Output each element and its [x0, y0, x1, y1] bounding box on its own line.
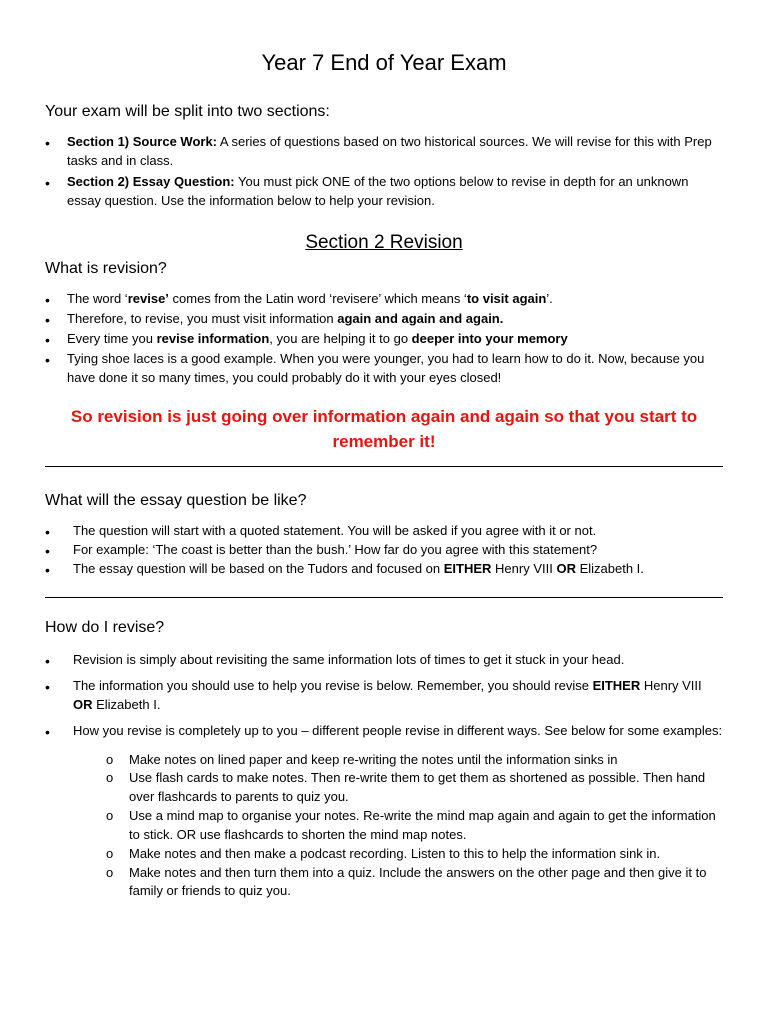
what-is-revision-heading: What is revision? [45, 260, 167, 277]
section-2-text: You must pick ONE of the two options below to revise in depth for an unknown essay question. Use the information below to help your revision. [67, 173, 689, 208]
list-item [45, 133, 723, 171]
text-run: ’. [546, 291, 553, 307]
text-run: The question will start with a quoted statement. You will be asked if you agree with it or not. [73, 523, 597, 539]
text-run: The information you should use to help you revise is below. Remember, you should revise [73, 678, 593, 694]
text-run: For example: ‘The coast is better than the bush.’ How far do you agree with this statement? [73, 542, 598, 558]
list-item: o Make notes on lined paper and keep re-writing the notes until the information sinks in [73, 751, 723, 770]
revision-examples-list [73, 751, 723, 902]
text-run: comes from the Latin word ‘revisere’ which means ‘ [168, 291, 467, 307]
list-item: o Make notes and then make a podcast recording. Listen to this to help the information sink in. [73, 845, 723, 864]
text-run: deeper into your memory [411, 330, 568, 346]
text-run: to visit again [466, 291, 547, 307]
section-2-label: Section 2) Essay Question: [67, 173, 235, 189]
list-item: o Make notes and then turn them into a quiz. Include the answers on the other page and then give it to family or friends to quiz you. [73, 864, 723, 902]
sections-list [45, 133, 723, 210]
text-run: Elizabeth I. [575, 560, 644, 576]
section-1-text: A series of questions based on two historical sources. We will revise for this with Prep tasks and in class. [67, 134, 712, 169]
text-run: Revision is simply about revisiting the same information lots of times to get it stuck in your head. [73, 652, 625, 668]
text-run: again and again and again. [337, 311, 504, 327]
list-item [45, 290, 723, 309]
sections-heading: Your exam will be split into two sections: [45, 103, 330, 120]
section-1-label: Section 1) Source Work: [67, 134, 218, 150]
list-item [45, 560, 723, 579]
text-run: OR [73, 696, 93, 712]
text-run: , you are helping it to go [269, 330, 412, 346]
essay-question-section [45, 489, 723, 579]
text-run: EITHER [592, 678, 641, 694]
text-run: How you revise is completely up to you – different people revise in different ways. See below for some examples: [73, 722, 723, 738]
how-list [45, 651, 723, 901]
list-item [45, 173, 723, 211]
text-run: Tying shoe laces is a good example. When you were younger, you had to learn how to do it. Now, because you have done it so many times, you could probably do it with your eyes closed! [67, 350, 705, 385]
list-item: o Use flash cards to make notes. Then re-write them to get them as shortened as possible. Then hand over flashcards to parents to quiz you. [73, 769, 723, 807]
text-run: revise information [156, 330, 270, 346]
essay-list [45, 522, 723, 579]
text-run: EITHER [443, 560, 492, 576]
divider [45, 466, 723, 467]
list-item: o Use a mind map to organise your notes. Re-write the mind map again and again to get the information to stick. OR use flashcards to shorten the mind map notes. [73, 807, 723, 845]
text-run: Henry VIII [640, 678, 702, 694]
list-item [45, 522, 723, 541]
list-item [45, 310, 723, 329]
revision-highlight: So revision is just going over information again and again so that you start to remember it! [70, 407, 698, 451]
text-run: The word ‘ [67, 291, 128, 307]
text-run: OR [556, 560, 576, 576]
how-to-revise-section [45, 616, 723, 908]
page-title: Year 7 End of Year Exam [261, 50, 507, 75]
text-run: The essay question will be based on the Tudors and focused on [73, 560, 444, 576]
what-is-revision [45, 257, 723, 388]
how-heading: How do I revise? [45, 619, 165, 636]
list-item [45, 541, 723, 560]
list-item [45, 677, 723, 715]
text-run: Every time you [67, 330, 157, 346]
list-item [45, 330, 723, 349]
list-item [45, 350, 723, 388]
exam-sections [45, 100, 723, 213]
text-run: Henry VIII [491, 560, 557, 576]
revision-list [45, 290, 723, 387]
essay-heading: What will the essay question be like? [45, 492, 307, 509]
section-2-revision-title: Section 2 Revision [305, 232, 463, 253]
text-run: revise’ [127, 291, 169, 307]
text-run: Therefore, to revise, you must visit information [67, 311, 338, 327]
divider [45, 597, 723, 598]
text-run: Elizabeth I. [92, 696, 161, 712]
list-item [45, 651, 723, 670]
list-item [45, 722, 723, 902]
